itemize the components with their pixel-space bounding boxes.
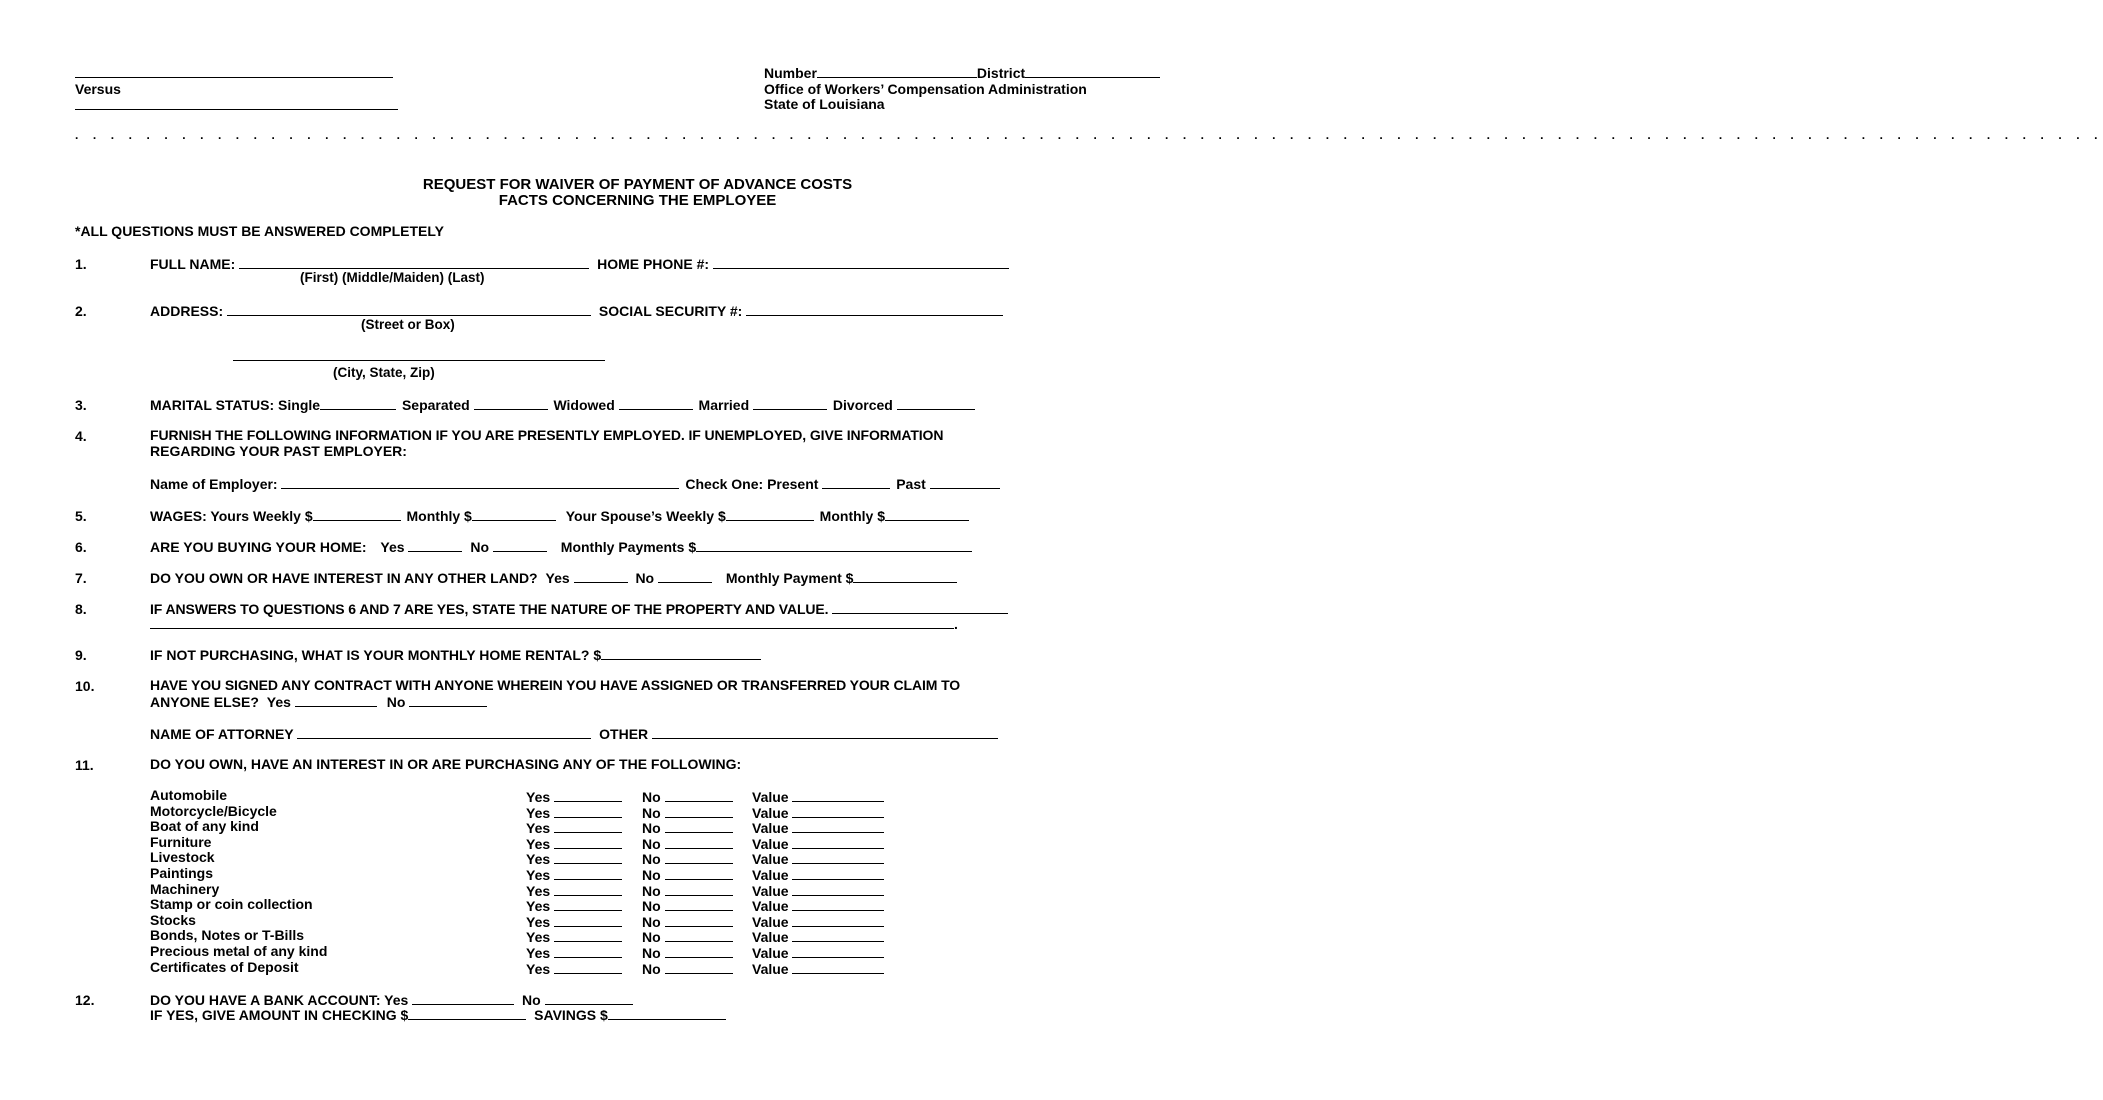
land-no-label: No bbox=[635, 570, 655, 586]
asset-value-field[interactable] bbox=[792, 928, 884, 942]
q6-number: 6. bbox=[75, 539, 87, 555]
defendant-line[interactable] bbox=[75, 109, 398, 110]
home-phone-field[interactable] bbox=[713, 255, 1009, 269]
form-subtitle: FACTS CONCERNING THE EMPLOYEE bbox=[498, 192, 777, 209]
asset-no bbox=[642, 928, 733, 945]
married-label: Married bbox=[698, 397, 750, 413]
q4-number: 4. bbox=[75, 428, 87, 444]
case-number-row bbox=[764, 64, 1160, 81]
q1-row bbox=[150, 255, 1009, 272]
asset-name: Automobile bbox=[150, 787, 227, 803]
number-label: Number bbox=[764, 65, 817, 81]
checking-label: IF YES, GIVE AMOUNT IN CHECKING $ bbox=[150, 1007, 409, 1023]
asset-no-label: No bbox=[642, 882, 661, 899]
wages-monthly-label: Monthly $ bbox=[406, 508, 472, 524]
property-period: . bbox=[954, 616, 958, 632]
rental-label: IF NOT PURCHASING, WHAT IS YOUR MONTHLY HOME RENTAL? $ bbox=[150, 647, 602, 663]
dotted-separator: . . . . . . . . . . . . . . . . . . . . . . . . . . . . . . . . . . . . . . . . . . . . . . . . . . . . . . . . . . . . . . . . . . . . . . . . . . . . . . . . . . . . . . . . . . . . . . . . . . . . . . . . . . . . . . . . . . bbox=[75, 128, 2103, 142]
asset-no-field[interactable] bbox=[665, 928, 733, 942]
q4-text-line1: FURNISH THE FOLLOWING INFORMATION IF YOU ARE PRESENTLY EMPLOYED. IF UNEMPLOYED, GIVE INFORMATION bbox=[150, 427, 944, 443]
asset-value bbox=[752, 882, 884, 899]
asset-yes bbox=[526, 882, 622, 899]
asset-value-label: Value bbox=[752, 929, 789, 946]
separated-field[interactable] bbox=[474, 396, 548, 410]
asset-value-label: Value bbox=[752, 945, 789, 961]
asset-value-field[interactable] bbox=[792, 835, 884, 849]
asset-yes-label: Yes bbox=[526, 929, 551, 946]
spouse-weekly-label: Your Spouse’s Weekly $ bbox=[565, 508, 726, 524]
q11-number: 11. bbox=[75, 757, 94, 773]
asset-value-field[interactable] bbox=[792, 913, 884, 927]
form-title: REQUEST FOR WAIVER OF PAYMENT OF ADVANCE COSTS bbox=[422, 176, 853, 193]
contract-no-label: No bbox=[386, 694, 406, 710]
asset-no-label: No bbox=[642, 913, 661, 930]
asset-no-field[interactable] bbox=[665, 850, 733, 864]
asset-yes bbox=[526, 819, 622, 836]
asset-yes-label: Yes bbox=[526, 851, 551, 868]
asset-no-field[interactable] bbox=[665, 960, 733, 974]
asset-no-field[interactable] bbox=[665, 835, 733, 849]
asset-yes-label: Yes bbox=[526, 945, 551, 961]
q5-row bbox=[150, 507, 969, 524]
q10-number: 10. bbox=[75, 678, 95, 694]
asset-no-label: No bbox=[642, 835, 661, 852]
address-label: ADDRESS: bbox=[150, 303, 224, 319]
q9-number: 9. bbox=[75, 647, 87, 663]
contract-no-field[interactable] bbox=[409, 693, 487, 707]
buying-no-label: No bbox=[470, 539, 489, 555]
q9-row bbox=[150, 646, 761, 663]
anyone-else-label: ANYONE ELSE? bbox=[150, 694, 259, 710]
asset-yes-field[interactable] bbox=[554, 804, 622, 818]
asset-value-field[interactable] bbox=[792, 944, 884, 958]
ssn-label: SOCIAL SECURITY #: bbox=[598, 303, 743, 319]
asset-yes-field[interactable] bbox=[554, 960, 622, 974]
asset-name: Precious metal of any kind bbox=[150, 943, 328, 959]
asset-no bbox=[642, 866, 733, 883]
q3-row bbox=[150, 396, 975, 413]
savings-label: SAVINGS $ bbox=[534, 1007, 608, 1023]
home-phone-label: HOME PHONE #: bbox=[597, 256, 710, 272]
asset-value bbox=[752, 850, 884, 867]
asset-value-field[interactable] bbox=[792, 960, 884, 974]
q8-number: 8. bbox=[75, 601, 87, 617]
q10-text-line2 bbox=[150, 693, 487, 710]
spouse-monthly-label: Monthly $ bbox=[819, 508, 886, 524]
asset-no-field[interactable] bbox=[665, 882, 733, 896]
spouse-monthly-field[interactable] bbox=[885, 507, 969, 521]
asset-value-field[interactable] bbox=[792, 850, 884, 864]
asset-value bbox=[752, 960, 884, 977]
asset-no-label: No bbox=[642, 820, 661, 837]
asset-value-field[interactable] bbox=[792, 866, 884, 880]
asset-yes-field[interactable] bbox=[554, 882, 622, 896]
bank-no-label: No bbox=[522, 992, 541, 1008]
notice-text: *ALL QUESTIONS MUST BE ANSWERED COMPLETELY bbox=[75, 223, 444, 239]
q10-attorney-row bbox=[150, 725, 998, 742]
asset-no-field[interactable] bbox=[665, 866, 733, 880]
asset-yes-label: Yes bbox=[526, 804, 551, 821]
asset-name: Stocks bbox=[150, 911, 196, 928]
asset-yes bbox=[526, 913, 622, 930]
buying-yes-label: Yes bbox=[380, 539, 405, 555]
other-land-label: DO YOU OWN OR HAVE INTEREST IN ANY OTHER LAND? bbox=[150, 570, 538, 586]
asset-no bbox=[642, 882, 733, 899]
q2-number: 2. bbox=[75, 303, 87, 319]
full-name-field[interactable] bbox=[239, 255, 589, 269]
asset-value-label: Value bbox=[752, 820, 789, 837]
single-label: MARITAL STATUS: Single bbox=[150, 397, 321, 413]
property-field-1[interactable] bbox=[832, 600, 1008, 614]
attorney-field[interactable] bbox=[297, 725, 591, 739]
separated-label: Separated bbox=[401, 397, 470, 413]
q7-row bbox=[150, 569, 957, 586]
asset-value bbox=[752, 944, 884, 961]
single-field[interactable] bbox=[320, 396, 396, 410]
asset-yes-field[interactable] bbox=[554, 835, 622, 849]
divorced-field[interactable] bbox=[897, 396, 975, 410]
asset-value-label: Value bbox=[752, 867, 789, 883]
asset-yes bbox=[526, 960, 622, 977]
asset-value bbox=[752, 788, 884, 805]
monthly-payments-label: Monthly Payments $ bbox=[560, 539, 697, 555]
q4-employer-row bbox=[150, 475, 1000, 492]
buying-yes-field[interactable] bbox=[408, 538, 462, 552]
asset-no-label: No bbox=[642, 804, 661, 821]
office-name: Office of Workers’ Compensation Administration bbox=[764, 81, 1087, 97]
divorced-label: Divorced bbox=[832, 397, 893, 413]
asset-no bbox=[642, 897, 733, 914]
asset-name: Furniture bbox=[150, 833, 212, 850]
asset-no-field[interactable] bbox=[665, 819, 733, 833]
asset-value-label: Value bbox=[752, 789, 789, 805]
asset-value-field[interactable] bbox=[792, 804, 884, 818]
asset-value-field[interactable] bbox=[792, 819, 884, 833]
rental-field[interactable] bbox=[601, 646, 761, 660]
land-yes-field[interactable] bbox=[574, 569, 628, 583]
asset-yes bbox=[526, 897, 622, 914]
wages-weekly-label: WAGES: Yours Weekly $ bbox=[150, 508, 313, 524]
asset-no-field[interactable] bbox=[665, 788, 733, 802]
buying-no-field[interactable] bbox=[493, 538, 547, 552]
asset-value bbox=[752, 866, 884, 883]
city-hint: (City, State, Zip) bbox=[333, 365, 435, 380]
q12-amount-row bbox=[150, 1006, 726, 1023]
past-label: Past bbox=[896, 476, 926, 492]
q12-number: 12. bbox=[75, 992, 95, 1008]
asset-yes-label: Yes bbox=[526, 882, 551, 899]
property-field-2[interactable] bbox=[150, 615, 954, 629]
asset-value bbox=[752, 835, 884, 852]
asset-yes-label: Yes bbox=[526, 820, 551, 837]
asset-no-label: No bbox=[642, 945, 661, 961]
asset-no-field[interactable] bbox=[665, 944, 733, 958]
state-name: State of Louisiana bbox=[764, 96, 885, 112]
widowed-label: Widowed bbox=[553, 397, 615, 413]
asset-value-label: Value bbox=[752, 835, 789, 852]
married-field[interactable] bbox=[753, 396, 827, 410]
other-field[interactable] bbox=[652, 725, 998, 739]
asset-value-label: Value bbox=[752, 804, 789, 821]
asset-no bbox=[642, 835, 733, 852]
q6-row bbox=[150, 538, 972, 555]
land-yes-label: Yes bbox=[545, 570, 570, 586]
asset-name: Boat of any kind bbox=[150, 818, 259, 835]
asset-yes-label: Yes bbox=[526, 867, 551, 883]
asset-no-label: No bbox=[642, 851, 661, 868]
q4-text-line2: REGARDING YOUR PAST EMPLOYER: bbox=[150, 443, 407, 459]
other-label: OTHER bbox=[599, 726, 649, 742]
asset-no bbox=[642, 819, 733, 836]
widowed-field[interactable] bbox=[619, 396, 693, 410]
q8-second-line bbox=[150, 615, 958, 632]
land-no-field[interactable] bbox=[658, 569, 712, 583]
employer-label: Name of Employer: bbox=[150, 476, 278, 492]
asset-yes-field[interactable] bbox=[554, 850, 622, 864]
asset-yes bbox=[526, 866, 622, 883]
employer-field[interactable] bbox=[281, 475, 679, 489]
property-label: IF ANSWERS TO QUESTIONS 6 AND 7 ARE YES, STATE THE NATURE OF THE PROPERTY AND VALUE. bbox=[150, 601, 829, 617]
district-label: District bbox=[976, 65, 1026, 81]
asset-name: Bonds, Notes or T-Bills bbox=[150, 927, 305, 944]
street-hint: (Street or Box) bbox=[361, 317, 455, 332]
asset-value-label: Value bbox=[752, 882, 789, 899]
name-hint: (First) (Middle/Maiden) (Last) bbox=[300, 270, 485, 285]
ssn-field[interactable] bbox=[746, 302, 1003, 316]
asset-no bbox=[642, 913, 733, 930]
asset-yes-field[interactable] bbox=[554, 897, 622, 911]
spouse-weekly-field[interactable] bbox=[726, 507, 814, 521]
asset-no-label: No bbox=[642, 789, 661, 805]
asset-no bbox=[642, 960, 733, 977]
asset-no-label: No bbox=[642, 929, 661, 946]
asset-value-label: Value bbox=[752, 913, 789, 930]
monthly-payment-field[interactable] bbox=[853, 569, 957, 583]
past-field[interactable] bbox=[930, 475, 1000, 489]
asset-value bbox=[752, 913, 884, 930]
q1-number: 1. bbox=[75, 256, 87, 272]
asset-value bbox=[752, 897, 884, 914]
asset-yes-label: Yes bbox=[526, 835, 551, 852]
asset-name: Certificates of Deposit bbox=[150, 958, 299, 975]
asset-yes-field[interactable] bbox=[554, 928, 622, 942]
asset-name: Stamp or coin collection bbox=[150, 896, 313, 913]
plaintiff-line[interactable] bbox=[75, 77, 393, 78]
asset-value bbox=[752, 804, 884, 821]
wages-weekly-field[interactable] bbox=[313, 507, 401, 521]
asset-no bbox=[642, 788, 733, 805]
q10-text-line1: HAVE YOU SIGNED ANY CONTRACT WITH ANYONE WHEREIN YOU HAVE ASSIGNED OR TRANSFERRED YOUR CLAIM TO bbox=[150, 677, 961, 693]
asset-yes bbox=[526, 928, 622, 945]
asset-no bbox=[642, 850, 733, 867]
contract-yes-field[interactable] bbox=[295, 693, 377, 707]
asset-yes-label: Yes bbox=[526, 789, 551, 805]
number-field[interactable] bbox=[817, 64, 977, 78]
asset-yes-field[interactable] bbox=[554, 866, 622, 880]
asset-no bbox=[642, 804, 733, 821]
asset-yes-label: Yes bbox=[526, 913, 551, 930]
asset-value-field[interactable] bbox=[792, 897, 884, 911]
asset-yes-label: Yes bbox=[526, 898, 551, 915]
monthly-payments-field[interactable] bbox=[696, 538, 972, 552]
asset-value bbox=[752, 928, 884, 945]
asset-yes bbox=[526, 804, 622, 821]
asset-value-label: Value bbox=[752, 851, 789, 868]
full-name-label: FULL NAME: bbox=[150, 256, 236, 272]
asset-no-label: No bbox=[642, 867, 661, 883]
asset-value-label: Value bbox=[752, 898, 789, 915]
present-field[interactable] bbox=[822, 475, 890, 489]
asset-value-label: Value bbox=[752, 960, 789, 977]
bank-yes-field[interactable] bbox=[412, 991, 514, 1005]
versus-label: Versus bbox=[75, 81, 121, 97]
asset-name: Paintings bbox=[150, 865, 214, 881]
savings-field[interactable] bbox=[608, 1006, 726, 1020]
asset-no-field[interactable] bbox=[665, 804, 733, 818]
q5-number: 5. bbox=[75, 508, 87, 524]
asset-yes bbox=[526, 850, 622, 867]
asset-yes-field[interactable] bbox=[554, 913, 622, 927]
monthly-payment-label: Monthly Payment $ bbox=[725, 570, 854, 586]
city-state-zip-field[interactable] bbox=[233, 360, 605, 361]
asset-no bbox=[642, 944, 733, 961]
asset-yes-field[interactable] bbox=[554, 944, 622, 958]
contract-yes-label: Yes bbox=[266, 694, 291, 710]
bank-account-label: DO YOU HAVE A BANK ACCOUNT: Yes bbox=[150, 992, 409, 1008]
asset-yes-field[interactable] bbox=[554, 788, 622, 802]
asset-no-label: No bbox=[642, 960, 661, 977]
attorney-label: NAME OF ATTORNEY bbox=[150, 726, 294, 742]
asset-yes bbox=[526, 835, 622, 852]
asset-no-field[interactable] bbox=[665, 897, 733, 911]
asset-name: Motorcycle/Bicycle bbox=[150, 802, 277, 819]
asset-value bbox=[752, 819, 884, 836]
asset-value-field[interactable] bbox=[792, 788, 884, 802]
bank-no-field[interactable] bbox=[545, 991, 633, 1005]
street-field[interactable] bbox=[227, 302, 591, 316]
asset-yes-label: Yes bbox=[526, 960, 551, 977]
asset-no-field[interactable] bbox=[665, 913, 733, 927]
checking-field[interactable] bbox=[408, 1006, 526, 1020]
district-field[interactable] bbox=[1025, 64, 1160, 78]
check-one-label: Check One: Present bbox=[685, 476, 819, 492]
q11-text: DO YOU OWN, HAVE AN INTEREST IN OR ARE PURCHASING ANY OF THE FOLLOWING: bbox=[150, 756, 742, 772]
q3-number: 3. bbox=[75, 397, 87, 413]
q2-row bbox=[150, 302, 1003, 319]
q7-number: 7. bbox=[75, 570, 87, 586]
wages-monthly-field[interactable] bbox=[472, 507, 556, 521]
asset-yes bbox=[526, 944, 622, 961]
asset-yes-field[interactable] bbox=[554, 819, 622, 833]
asset-yes bbox=[526, 788, 622, 805]
asset-no-label: No bbox=[642, 898, 661, 915]
asset-name: Machinery bbox=[150, 880, 220, 897]
buying-home-label: ARE YOU BUYING YOUR HOME: bbox=[150, 539, 367, 555]
asset-value-field[interactable] bbox=[792, 882, 884, 896]
asset-name: Livestock bbox=[150, 849, 215, 866]
